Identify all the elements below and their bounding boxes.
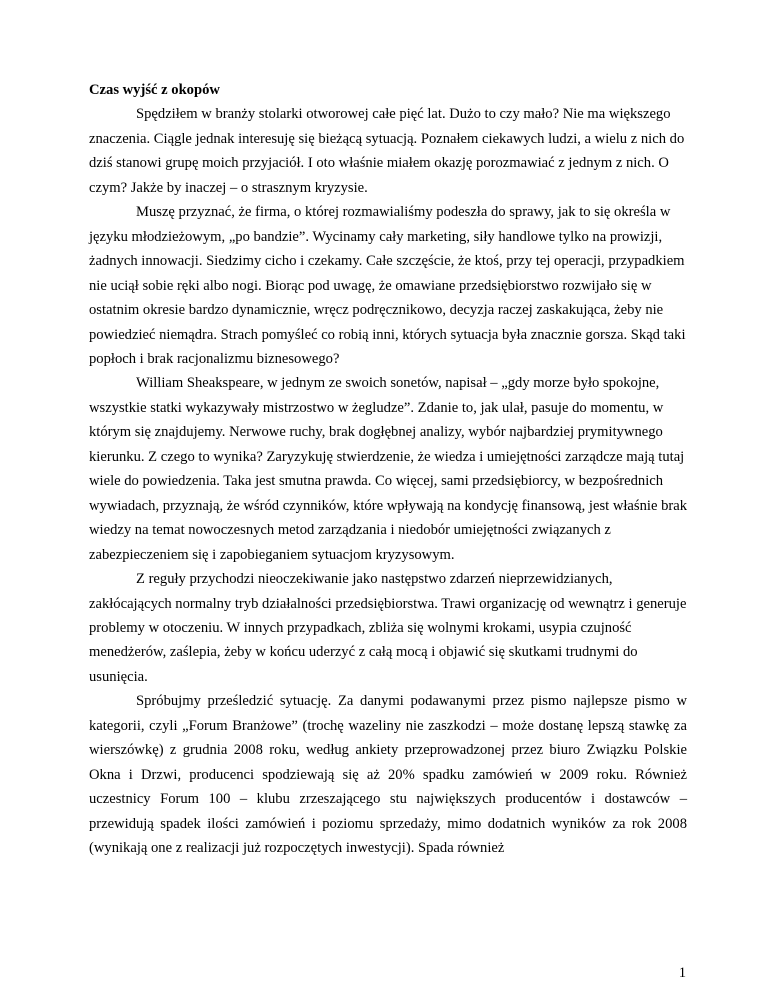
paragraph-4: Z reguły przychodzi nieoczekiwanie jako następstwo zdarzeń nieprzewidzianych, zakłócających normalny tryb działalności przedsiębiorstwa. Trawi organizację od wewnątrz i generuje problemy w otoczeniu. W innych przypadkach, zbliża się wolnymi krokami, usypia czujność menedżerów, zaślepia, żeby w końcu uderzyć z całą mocą i objawić się skutkami trudnymi do usunięcia. [89, 571, 687, 685]
paragraph-1: Spędziłem w branży stolarki otworowej całe pięć lat. Dużo to czy mało? Nie ma większego znaczenia. Ciągle jednak interesuję się bieżącą sytuacją. Poznałem ciekawych ludzi, a wielu z nich do dziś stanowi grupę moich przyjaciół. I oto właśnie miałem okazję porozmawiać z jednym z nich. O czym? Jakże by inaczej – o strasznym kryzysie. [89, 106, 685, 196]
paragraph-3: William Sheakspeare, w jednym ze swoich sonetów, napisał – „gdy morze było spokojne, wszystkie statki wykazywały mistrzostwo w żegludze”. Zdanie to, jak ulał, pasuje do momentu, w którym się znajdujemy. Nerwowe ruchy, brak dogłębnej analizy, wybór najbardziej prymitywnego kierunku. Z czego to wynika? Zaryzykuję stwierdzenie, że wiedza i umiejętności zarządcze mają tutaj wiele do powiedzenia. Taka jest smutna prawda. Co więcej, sami przedsiębiorcy, w bezpośrednich wywiadach, przyznają, że wśród czynników, które wpływają na kondycję finansową, jest właśnie brak wiedzy na temat nowoczesnych metod zarządzania i niedobór umiejętności związanych z zabezpieczeniem się i zapobieganiem sytuacjom kryzysowym. [89, 375, 688, 563]
paragraph-5: Spróbujmy prześledzić sytuację. Za danymi podawanymi przez pismo najlepsze pismo w kategorii, czyli „Forum Branżowe” (trochę wazeliny nie zaszkodzi – może dostanę lepszą stawkę za wierszówkę) z grudnia 2008 roku, według ankiety przeprowadzonej przez biuro Związku Polskie Okna i Drzwi, producenci spodziewają się aż 20% spadku zamówień w 2009 roku. Również uczestnicy Forum 100 – klubu zrzeszającego stu największych producentów i dostawców – przewidują spadek ilości zamówień i poziomu sprzedaży, mimo dodatnich wyników za rok 2008 (wynikają one z realizacji już rozpoczętych inwestycji). Spada również [89, 693, 687, 857]
page-number: 1 [678, 965, 686, 981]
paragraph-2: Muszę przyznać, że firma, o której rozmawialiśmy podeszła do sprawy, jak to się określa w języku młodzieżowym, „po bandzie”. Wycinamy cały marketing, siły handlowe tylko na prowizji, żadnych innowacji. Siedzimy cicho i czekamy. Całe szczęście, że ktoś, przy tej operacji, przypadkiem nie uciął sobie ręki albo nogi. Biorąc pod uwagę, że omawiane przedsiębiorstwo rozwijało się w ostatnim okresie bardzo dynamicznie, wręcz podręcznikowo, decyzja raczej zaskakująca, żeby nie powiedzieć niemądra. Strach pomyśleć co robią inni, których sytuacja była znacznie gorsza. Skąd taki popłoch i brak racjonalizmu biznesowego? [89, 204, 686, 367]
article-title: Czas wyjść z okopów [89, 82, 220, 98]
document-body [89, 78, 687, 861]
